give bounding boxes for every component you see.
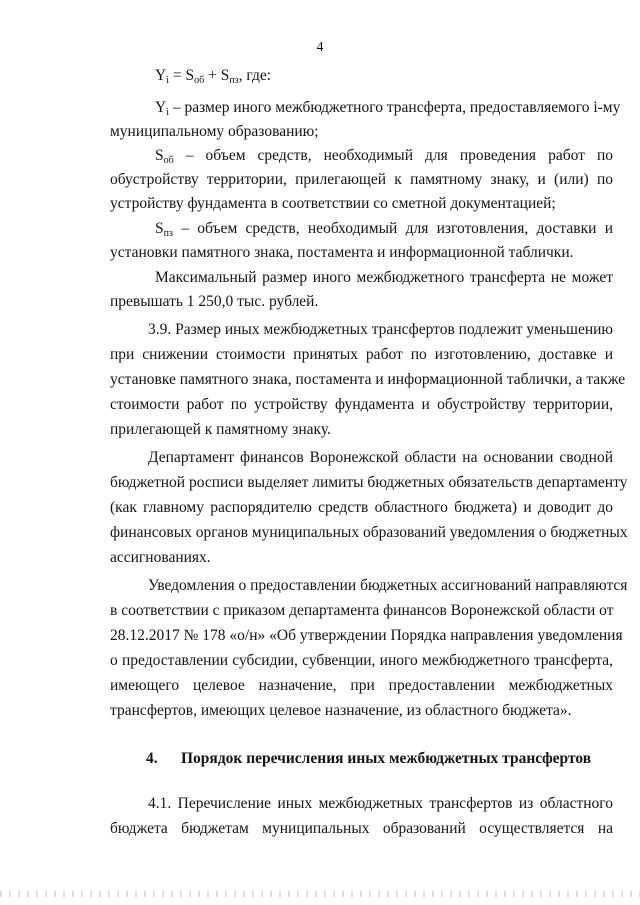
page-number: 4 bbox=[316, 40, 324, 55]
def-sob-line2: обустройству территории, прилегающей к памятному знаку, и (или) по bbox=[110, 171, 613, 188]
para-39-line3: установке памятного знака, постамента и информационной таблички, а также bbox=[110, 371, 626, 388]
def-sob-line3: устройству фундамента в соответствии со сметной документацией; bbox=[110, 195, 556, 212]
para-39-line4: стоимости работ по устройству фундамента и обустройству территории, bbox=[110, 396, 613, 413]
para-notice-line6: трансфертов, имеющих целевое назначение, из областного бюджета». bbox=[110, 702, 572, 719]
section-4-number: 4. bbox=[146, 750, 158, 767]
section-4-title: Порядок перечисления иных межбюджетных трансфертов bbox=[181, 750, 592, 767]
para-39-line2: при снижении стоимости принятых работ по изготовлению, доставке и bbox=[110, 346, 613, 363]
def-yi-line2: муниципальному образованию; bbox=[110, 123, 319, 140]
formula-lhs-sub: i bbox=[166, 75, 169, 86]
para-notice-line3: 28.12.2017 № 178 «о/н» «Об утверждении Порядка направления уведомления bbox=[110, 627, 623, 644]
para-39-line5: прилегающей к памятному знаку. bbox=[110, 421, 331, 438]
para-notice-line4: о предоставлении субсидии, субвенции, иного межбюджетного трансферта, bbox=[110, 652, 613, 669]
def-yi-line1: $Y_i$ – размер иного межбюджетного трансферта, предоставляемого i-му bbox=[155, 99, 621, 118]
formula: $Y_i = S_{об} + S_{пз}$, где: bbox=[155, 67, 272, 86]
para-notice-line2: в соответствии с приказом департамента финансов Воронежской области от bbox=[110, 602, 614, 619]
max-para-line1: Максимальный размер иного межбюджетного трансферта не может bbox=[155, 269, 613, 286]
para-notice-line1: Уведомления о предоставлении бюджетных ассигнований направляются bbox=[148, 577, 628, 594]
formula-lhs: Y bbox=[155, 67, 167, 84]
def-sob-line1: $S_{об}$ – объем средств, необходимый для проведения работ по bbox=[155, 147, 613, 166]
para-41-line1: 4.1. Перечисление иных межбюджетных трансфертов из областного bbox=[148, 795, 613, 812]
def-spz-line1: $S_{пз}$ – объем средств, необходимый для изготовления, доставки и bbox=[155, 220, 613, 239]
para-dept-line3: (как главному распорядителю средств областного бюджета) и доводит до bbox=[110, 499, 613, 516]
para-dept-line4: финансовых органов муниципальных образований уведомления о бюджетных bbox=[110, 524, 628, 541]
para-dept-line5: ассигнованиях. bbox=[110, 549, 211, 566]
para-dept-line2: бюджетной росписи выделяет лимиты бюджетных обязательств департаменту bbox=[110, 474, 628, 491]
para-39-line1: 3.9. Размер иных межбюджетных трансфертов подлежит уменьшению bbox=[148, 321, 613, 338]
max-para-line2: превышать 1 250,0 тыс. рублей. bbox=[110, 293, 319, 310]
para-notice-line5: имеющего целевое назначение, при предоставлении межбюджетных bbox=[110, 677, 613, 694]
formula-term1-sub: об bbox=[194, 75, 205, 86]
para-dept-line1: Департамент финансов Воронежской области на основании сводной bbox=[148, 449, 613, 466]
scan-edge-dots bbox=[0, 891, 640, 897]
formula-term2: S bbox=[220, 67, 230, 84]
para-41-line2: бюджета бюджетам муниципальных образований осуществляется на bbox=[110, 820, 613, 837]
formula-term1: S bbox=[185, 67, 195, 84]
formula-term2-sub: пз bbox=[229, 75, 239, 86]
def-spz-line2: установки памятного знака, постамента и информационной таблички. bbox=[110, 244, 574, 261]
formula-tail: , где: bbox=[238, 67, 272, 84]
